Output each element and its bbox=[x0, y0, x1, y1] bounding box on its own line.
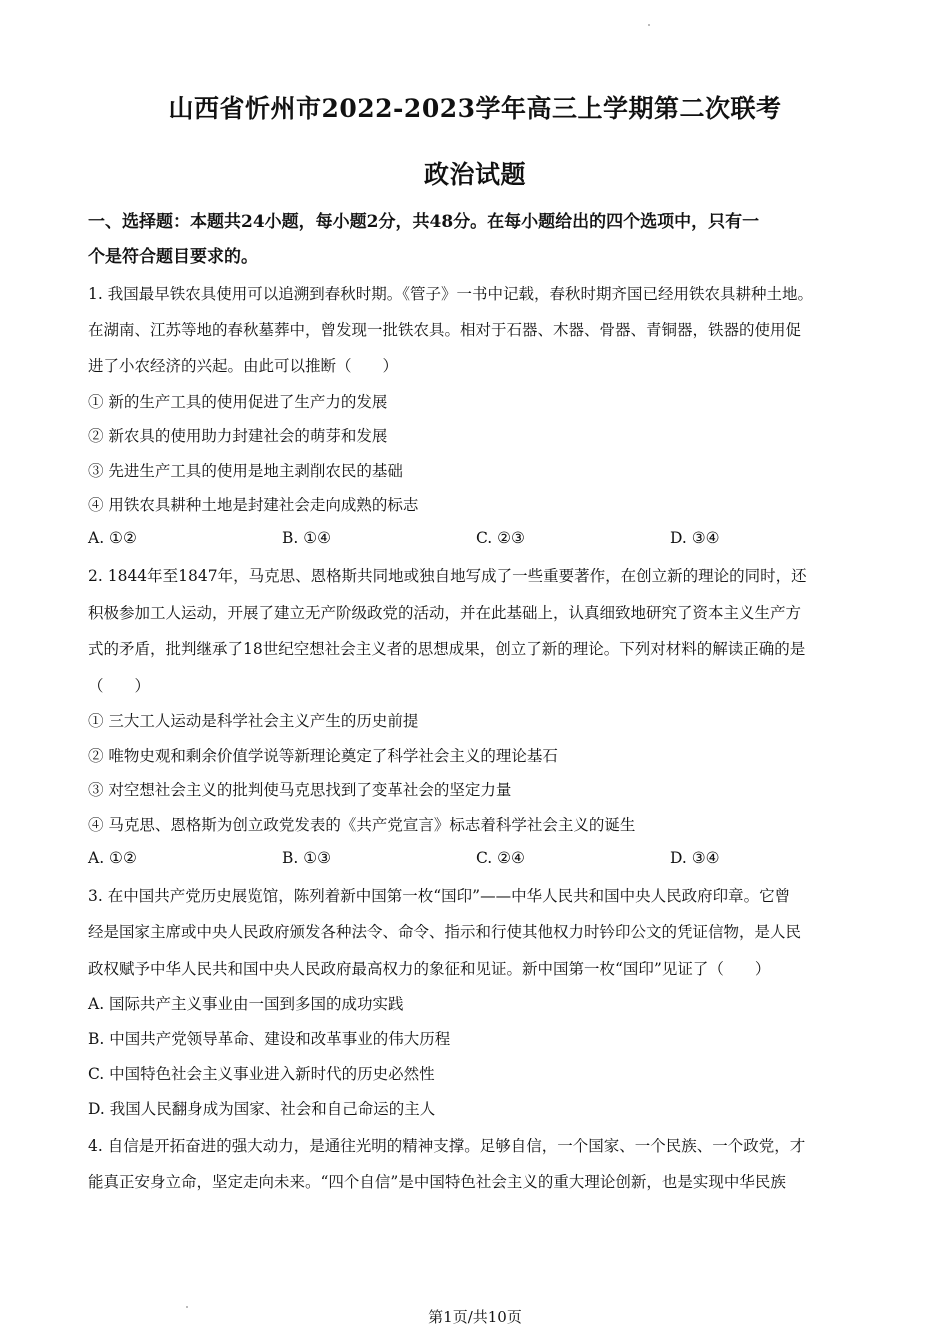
q1-option-a: A. ①② bbox=[88, 529, 137, 547]
q2-statement-3: ③ 对空想社会主义的批判使马克思找到了变革社会的坚定力量 bbox=[88, 781, 512, 799]
section-heading-line-2: 个是符合题目要求的。 bbox=[88, 247, 258, 267]
q2-stem-line-1: 2. 1844年至1847年，马克思、恩格斯共同地或独自地写成了一些重要著作，在创立新的理论的同时，还 bbox=[88, 567, 807, 585]
q1-statement-2: ② 新农具的使用助力封建社会的萌芽和发展 bbox=[88, 427, 388, 445]
q2-stem-line-2: 积极参加工人运动，开展了建立无产阶级政党的活动，并在此基础上，认真细致地研究了资本主义生产方 bbox=[88, 604, 802, 622]
q1-stem-line-3: 进了小农经济的兴起。由此可以推断（ ） bbox=[88, 357, 399, 375]
q2-statement-1: ① 三大工人运动是科学社会主义产生的历史前提 bbox=[88, 712, 419, 730]
q4-stem-line-1: 4. 自信是开拓奋进的强大动力，是通往光明的精神支撑。足够自信，一个国家、一个民族、一个政党，才 bbox=[88, 1137, 806, 1155]
q3-stem-line-2: 经是国家主席或中央人民政府颁发各种法令、命令、指示和行使其他权力时钤印公文的凭证信物，是人民 bbox=[88, 923, 802, 941]
q2-option-c: C. ②④ bbox=[476, 849, 525, 867]
q3-stem-line-3: 政权赋予中华人民共和国中央人民政府最高权力的象征和见证。新中国第一枚“国印”见证了（ ） bbox=[88, 960, 771, 978]
q3-option-c: C. 中国特色社会主义事业进入新时代的历史必然性 bbox=[88, 1065, 435, 1083]
q1-option-c: C. ②③ bbox=[476, 529, 525, 547]
scan-speck bbox=[648, 24, 650, 26]
q1-statement-1: ① 新的生产工具的使用促进了生产力的发展 bbox=[88, 393, 388, 411]
page-footer: 第1页/共10页 bbox=[428, 1308, 522, 1326]
q2-option-a: A. ①② bbox=[88, 849, 137, 867]
q2-option-b: B. ①③ bbox=[282, 849, 332, 867]
q1-statement-3: ③ 先进生产工具的使用是地主剥削农民的基础 bbox=[88, 462, 403, 480]
exam-subject: 政治试题 bbox=[423, 160, 526, 189]
exam-title: 山西省忻州市2022-2023学年高三上学期第二次联考 bbox=[168, 94, 782, 123]
q4-stem-line-2: 能真正安身立命，坚定走向未来。“四个自信”是中国特色社会主义的重大理论创新，也是实现中华民族 bbox=[88, 1173, 786, 1191]
q3-option-a: A. 国际共产主义事业由一国到多国的成功实践 bbox=[88, 995, 404, 1013]
q2-options bbox=[88, 849, 868, 869]
q1-option-b: B. ①④ bbox=[282, 529, 332, 547]
q3-option-d: D. 我国人民翻身成为国家、社会和自己命运的主人 bbox=[88, 1100, 436, 1118]
q3-option-b: B. 中国共产党领导革命、建设和改革事业的伟大历程 bbox=[88, 1030, 451, 1048]
section-heading-line-1: 一、选择题：本题共24小题，每小题2分，共48分。在每小题给出的四个选项中，只有一 bbox=[88, 212, 760, 232]
q1-statement-4: ④ 用铁农具耕种土地是封建社会走向成熟的标志 bbox=[88, 496, 419, 514]
q2-stem-line-4: （ ） bbox=[88, 677, 151, 695]
q1-stem-line-2: 在湖南、江苏等地的春秋墓葬中，曾发现一批铁农具。相对于石器、木器、骨器、青铜器，铁器的使用促 bbox=[88, 321, 802, 339]
q2-statement-4: ④ 马克思、恩格斯为创立政党发表的《共产党宣言》标志着科学社会主义的诞生 bbox=[88, 816, 636, 834]
q1-options bbox=[88, 529, 868, 549]
q1-option-d: D. ③④ bbox=[670, 529, 720, 547]
q3-stem-line-1: 3. 在中国共产党历史展览馆，陈列着新中国第一枚“国印”——中华人民共和国中央人民政府印章。它曾 bbox=[88, 887, 791, 905]
q1-stem-line-1: 1. 我国最早铁农具使用可以追溯到春秋时期。《管子》一书中记载，春秋时期齐国已经用铁农具耕种土地。 bbox=[88, 285, 813, 303]
q2-statement-2: ② 唯物史观和剩余价值学说等新理论奠定了科学社会主义的理论基石 bbox=[88, 747, 558, 765]
q2-option-d: D. ③④ bbox=[670, 849, 720, 867]
q2-stem-line-3: 式的矛盾，批判继承了18世纪空想社会主义者的思想成果，创立了新的理论。下列对材料的解读正确的是 bbox=[88, 640, 806, 658]
